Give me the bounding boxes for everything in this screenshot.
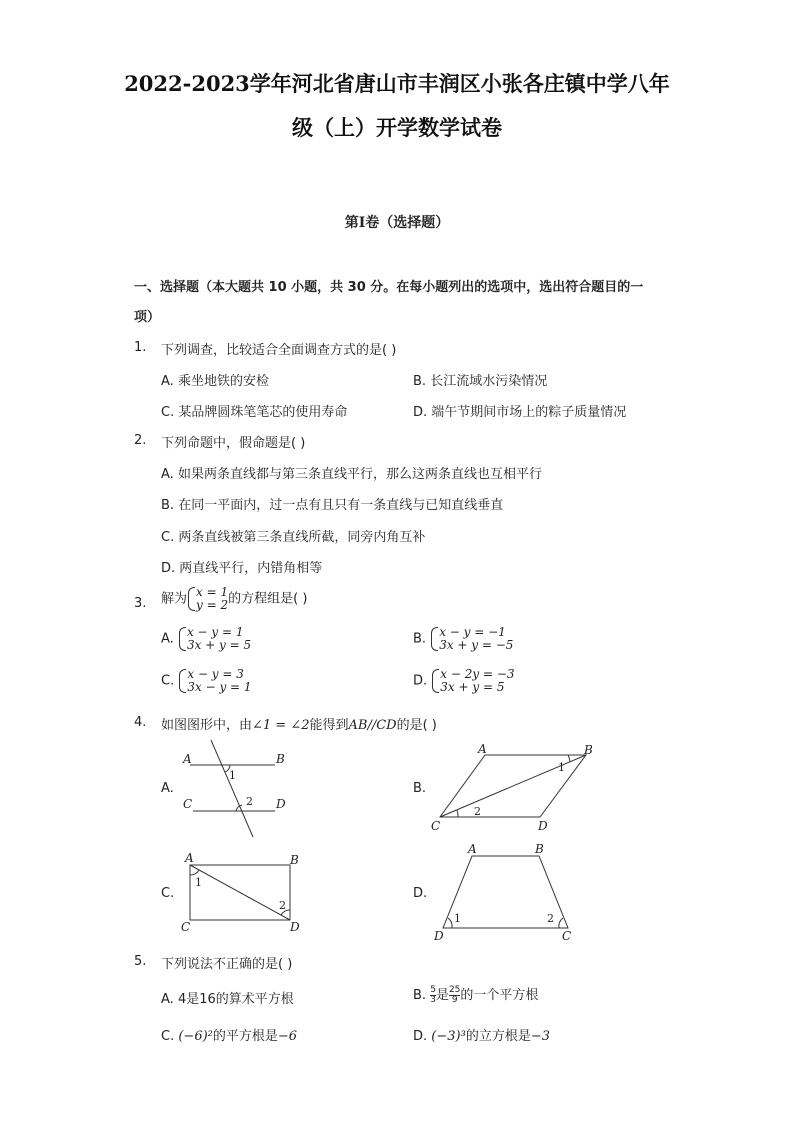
- option-a-label[interactable]: A.: [161, 781, 174, 796]
- section-heading-line1: 一、选择题（本大题共 10 小题，共 30 分。在每小题列出的选项中，选出符合题目的一: [134, 280, 644, 295]
- option-c-label[interactable]: C.: [161, 886, 175, 901]
- svg-text:C: C: [562, 929, 572, 943]
- question-text: 下列说法不正确的是( ): [161, 957, 293, 972]
- question-text: 下列调查，比较适合全面调查方式的是( ): [161, 343, 397, 358]
- question-text: 解为 x = 1 y = 2 的方程组是( ): [161, 585, 308, 612]
- figure-d[interactable]: [428, 840, 588, 944]
- option-d-label[interactable]: D.: [413, 886, 428, 901]
- question-number: 1.: [134, 340, 147, 355]
- question-text: 如图图形中，由∠1 = ∠2能得到AB//CD的是( ): [161, 718, 437, 733]
- svg-text:C: C: [431, 819, 441, 833]
- figure-c[interactable]: [178, 850, 304, 936]
- svg-text:A: A: [183, 752, 192, 766]
- option-b[interactable]: B. 在同一平面内，过一点有且只有一条直线与已知直线垂直: [161, 498, 504, 513]
- option-d[interactable]: D. x − 2y = −3 3x + y = 5: [413, 667, 515, 694]
- option-a[interactable]: A. 4是16的算术平方根: [161, 992, 294, 1007]
- question-number: 4.: [134, 715, 147, 730]
- svg-text:B: B: [276, 752, 285, 766]
- option-c[interactable]: C. 某品牌圆珠笔笔芯的使用寿命: [161, 405, 348, 420]
- volume-heading: 第I卷（选择题）: [344, 215, 450, 231]
- page-title-line1: 2022-2023学年河北省唐山市丰润区小张各庄镇中学八年: [124, 71, 670, 96]
- option-d[interactable]: D. 两直线平行，内错角相等: [161, 561, 323, 576]
- svg-text:2: 2: [474, 805, 481, 818]
- option-c[interactable]: C. (−6)²的平方根是−6: [161, 1029, 298, 1044]
- option-b-label[interactable]: B.: [413, 781, 427, 796]
- option-d[interactable]: D. (−3)³的立方根是−3: [413, 1029, 551, 1044]
- svg-text:2: 2: [246, 795, 253, 808]
- svg-text:2: 2: [279, 899, 286, 912]
- question-number: 3.: [134, 596, 147, 611]
- option-d[interactable]: D. 端午节期间市场上的粽子质量情况: [413, 405, 627, 420]
- svg-text:B: B: [290, 853, 299, 867]
- svg-text:B: B: [584, 743, 593, 757]
- page-title-line2: 级（上）开学数学试卷: [292, 115, 502, 140]
- question-number: 2.: [134, 433, 147, 448]
- svg-text:1: 1: [229, 769, 236, 782]
- option-a[interactable]: A. 如果两条直线都与第三条直线平行，那么这两条直线也互相平行: [161, 467, 542, 482]
- section-heading-line2: 项）: [134, 310, 161, 325]
- svg-text:A: A: [185, 851, 194, 865]
- figure-a[interactable]: [178, 738, 293, 840]
- svg-text:B: B: [535, 842, 544, 856]
- svg-text:D: D: [290, 920, 300, 934]
- option-b[interactable]: B. $\frac{5}{3}$ 是 $\frac{25}{9}$ 的一个平方根: [413, 985, 539, 1005]
- svg-text:1: 1: [558, 761, 565, 774]
- svg-text:C: C: [183, 797, 193, 811]
- svg-text:D: D: [434, 929, 444, 943]
- svg-text:A: A: [478, 742, 487, 756]
- option-b[interactable]: B. 长江流域水污染情况: [413, 374, 548, 389]
- option-a[interactable]: A. 乘坐地铁的安检: [161, 374, 269, 389]
- option-a[interactable]: A. x − y = 1 3x + y = 5: [161, 625, 252, 652]
- option-b[interactable]: B. x − y = −1 3x + y = −5: [413, 625, 514, 652]
- question-text: 下列命题中，假命题是( ): [161, 436, 306, 451]
- option-c[interactable]: C. 两条直线被第三条直线所截，同旁内角互补: [161, 530, 426, 545]
- svg-text:D: D: [276, 797, 286, 811]
- figure-b[interactable]: [428, 742, 600, 836]
- option-c[interactable]: C. x − y = 3 3x − y = 1: [161, 667, 252, 694]
- svg-text:C: C: [181, 920, 191, 934]
- svg-text:1: 1: [454, 912, 461, 925]
- svg-text:D: D: [538, 819, 548, 833]
- solution-system: x = 1 y = 2: [187, 586, 228, 612]
- svg-text:2: 2: [547, 912, 554, 925]
- question-number: 5.: [134, 954, 147, 969]
- svg-text:1: 1: [195, 876, 202, 889]
- svg-text:A: A: [468, 842, 477, 856]
